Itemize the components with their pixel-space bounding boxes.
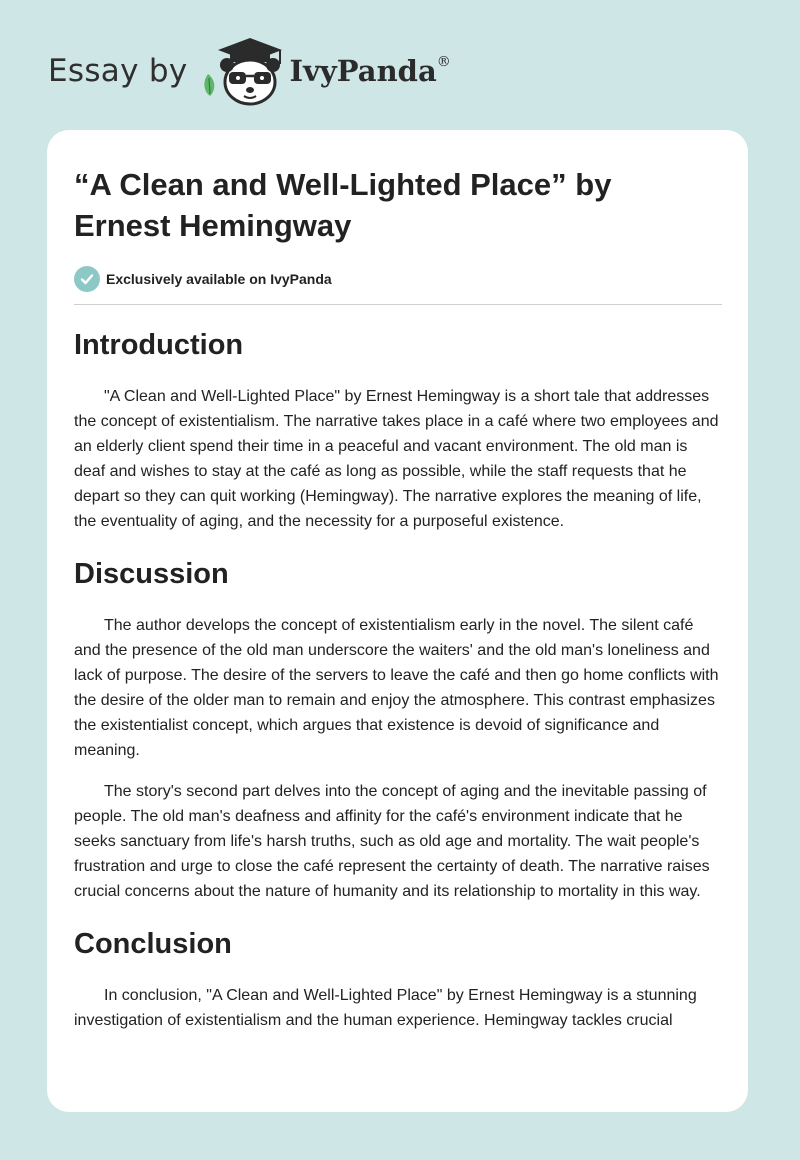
exclusive-badge-text: Exclusively available on IvyPanda — [106, 271, 332, 287]
section-heading-introduction: Introduction — [74, 329, 244, 361]
essay-title: “A Clean and Well-Lighted Place” by Ernest Hemingway — [74, 167, 612, 243]
paragraph: The author develops the concept of existentialism early in the novel. The silent café and the presence of the old man underscore the waiters' and the old man's loneliness and lack of purpose. The desire of the servers to leave the café and then go home conflicts with the desire of the older man to remain and enjoy the atmosphere. This contrast emphasizes the existentialist concept, which argues that existence is devoid of significance and meaning. — [74, 617, 719, 759]
paragraph: "A Clean and Well-Lighted Place" by Ernest Hemingway is a short tale that addresses the concept of existentialism. The narrative takes place in a café where two employees and an elderly client spend their time in a peaceful and vacant environment. The old man is deaf and wishes to stay at the café as long as possible, while the staff requests that he depart so they can quit working (Hemingway). The narrative explores the meaning of life, the eventuality of aging, and the necessity for a purposeful existence. — [74, 388, 719, 530]
registered-mark: ® — [436, 54, 451, 71]
essay-by-label: Essay by — [48, 53, 188, 89]
divider — [74, 304, 722, 305]
essay-card — [47, 130, 748, 1112]
paragraph: The story's second part delves into the concept of aging and the inevitable passing of people. The old man's deafness and affinity for the café's environment indicate that he seeks sanctuary from life's harsh truths, such as old age and mortality. The wait people's frustration and urge to close the café represent the certainty of death. The narrative raises crucial concerns about the nature of humanity and its relationship to mortality in this way. — [74, 783, 710, 900]
check-circle-icon — [74, 266, 100, 292]
section-heading-conclusion: Conclusion — [74, 928, 232, 960]
exclusive-badge — [74, 266, 722, 292]
section-heading-discussion: Discussion — [74, 558, 229, 590]
site-header — [48, 34, 451, 108]
brand-name[interactable]: IvyPanda® — [289, 54, 451, 88]
paragraph: In conclusion, "A Clean and Well-Lighted Place" by Ernest Hemingway is a stunning investigation of existentialism and the human experience. Hemingway tackles crucial — [74, 987, 697, 1029]
panda-logo-icon[interactable] — [200, 34, 288, 108]
